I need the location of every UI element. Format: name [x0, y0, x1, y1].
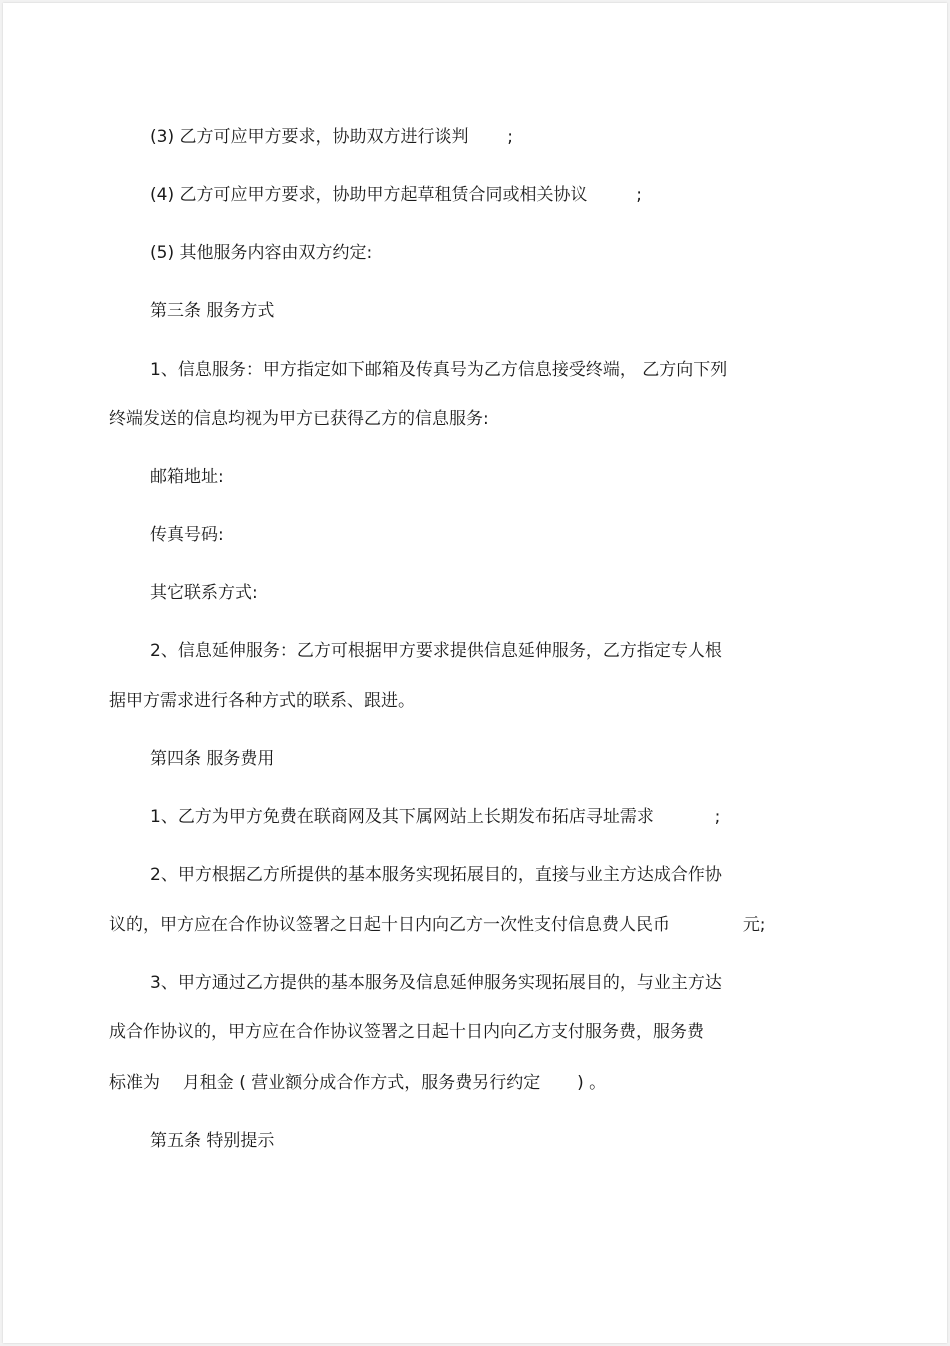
field-fax-number: 传真号码:	[150, 525, 224, 545]
clause-item-4-text: (4) 乙方可应甲方要求，协助甲方起草租赁合同或相关协议	[150, 185, 588, 205]
clause-item-3-end: ;	[507, 127, 514, 147]
fee-item-2-line-1: 2、甲方根据乙方所提供的基本服务实现拓展目的，直接与业主方达成合作协	[150, 865, 722, 885]
clause-item-4-end: ;	[636, 185, 643, 205]
paragraph-extension-service-2: 据甲方需求进行各种方式的联系、跟进。	[109, 691, 415, 711]
field-email-address: 邮箱地址:	[150, 467, 224, 487]
fee-item-2-unit: 元;	[742, 915, 766, 935]
clause-item-4	[150, 184, 642, 206]
fee-item-1	[150, 806, 720, 828]
fee-standard-label: 标准为	[109, 1073, 160, 1093]
fee-item-1-end: ;	[714, 807, 721, 827]
field-other-contact: 其它联系方式:	[150, 583, 258, 603]
clause-item-3	[150, 126, 513, 148]
paragraph-extension-service-1: 2、信息延伸服务：乙方可根据甲方要求提供信息延伸服务，乙方指定专人根	[150, 641, 722, 661]
fee-item-3-line-3	[109, 1072, 606, 1094]
article-4-heading: 第四条 服务费用	[150, 749, 275, 769]
clause-item-3-text: (3) 乙方可应甲方要求，协助双方进行谈判	[150, 127, 469, 147]
article-3-heading: 第三条 服务方式	[150, 301, 275, 321]
fee-standard-end: ) 。	[577, 1073, 607, 1093]
article-5-heading: 第五条 特别提示	[150, 1131, 275, 1151]
fee-item-3-line-1: 3、甲方通过乙方提供的基本服务及信息延伸服务实现拓展目的，与业主方达	[150, 973, 722, 993]
document-page	[3, 3, 947, 1343]
fee-item-2-line-2	[109, 914, 766, 936]
fee-item-2-text: 议的，甲方应在合作协议签署之日起十日内向乙方一次性支付信息费人民币	[109, 915, 670, 935]
paragraph-info-service-1: 1、信息服务：甲方指定如下邮箱及传真号为乙方信息接受终端， 乙方向下列	[150, 360, 728, 380]
paragraph-info-service-2: 终端发送的信息均视为甲方已获得乙方的信息服务:	[109, 409, 489, 429]
clause-item-5: (5) 其他服务内容由双方约定:	[150, 243, 373, 263]
fee-standard-text: 月租金 ( 营业额分成合作方式，服务费另行约定	[182, 1073, 541, 1093]
fee-item-1-text: 1、乙方为甲方免费在联商网及其下属网站上长期发布拓店寻址需求	[150, 807, 654, 827]
fee-item-3-line-2: 成合作协议的，甲方应在合作协议签署之日起十日内向乙方支付服务费，服务费	[109, 1022, 704, 1042]
